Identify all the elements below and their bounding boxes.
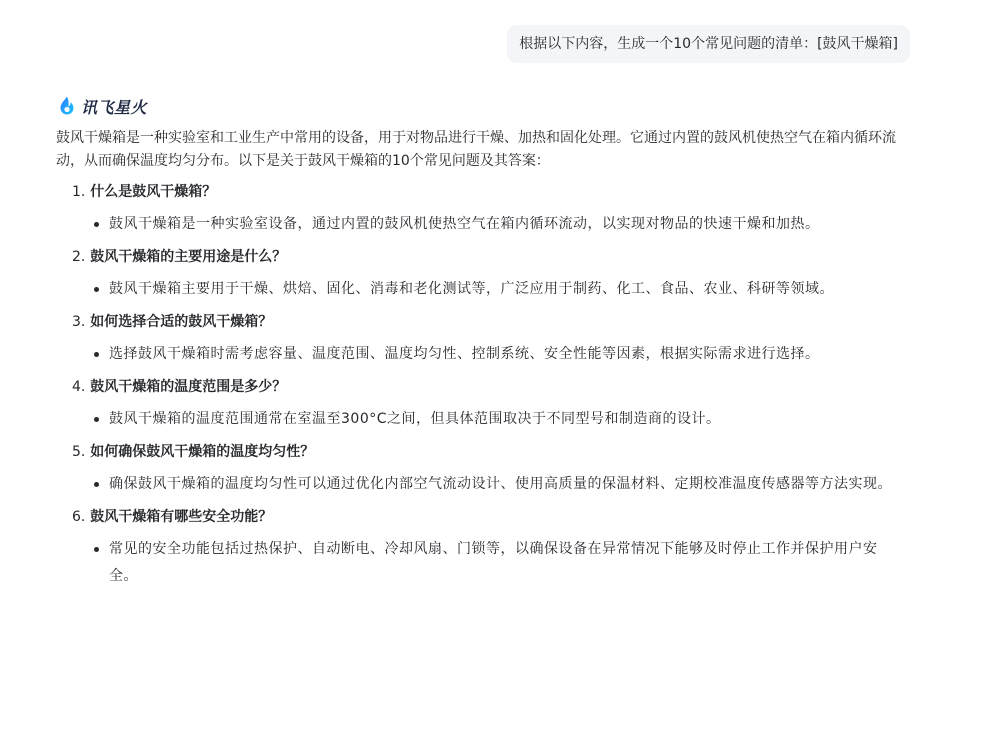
faq-answer-text: 确保鼓风干燥箱的温度均匀性可以通过优化内部空气流动设计、使用高质量的保温材料、定期校准温度传感器等方法实现。 <box>109 476 892 492</box>
faq-question-text: 如何确保鼓风干燥箱的温度均匀性？ <box>90 444 315 460</box>
faq-question-text: 如何选择合适的鼓风干燥箱？ <box>90 314 273 330</box>
faq-answer-list <box>56 211 916 238</box>
bullet-dot-icon <box>94 547 99 552</box>
faq-number: 4. <box>72 379 86 395</box>
bullet-dot-icon <box>94 417 99 422</box>
faq-item <box>56 311 916 368</box>
faq-answer-list <box>56 341 916 368</box>
spark-logo-icon <box>56 95 78 117</box>
faq-answer <box>109 406 899 433</box>
faq-number: 2. <box>72 249 86 265</box>
faq-answer-list <box>56 536 916 590</box>
faq-question <box>72 376 916 399</box>
bullet-dot-icon <box>94 222 99 227</box>
faq-question <box>72 506 916 529</box>
faq-answer <box>109 471 899 498</box>
faq-answer-text: 鼓风干燥箱主要用于干燥、烘焙、固化、消毒和老化测试等，广泛应用于制药、化工、食品、农业、科研等领域。 <box>109 281 834 297</box>
faq-answer <box>109 276 899 303</box>
faq-question-text: 鼓风干燥箱的主要用途是什么？ <box>90 249 287 265</box>
faq-answer-text: 选择鼓风干燥箱时需考虑容量、温度范围、温度均匀性、控制系统、安全性能等因素，根据实际需求进行选择。 <box>109 346 820 362</box>
faq-number: 5. <box>72 444 86 460</box>
brand-name: 讯飞星火 <box>81 97 148 117</box>
faq-question-text: 什么是鼓风干燥箱？ <box>90 184 217 200</box>
faq-number: 1. <box>72 184 86 200</box>
faq-question-text: 鼓风干燥箱有哪些安全功能？ <box>90 509 273 525</box>
assistant-brand <box>56 94 147 118</box>
faq-question <box>72 246 916 269</box>
bullet-dot-icon <box>94 482 99 487</box>
faq-item <box>56 441 916 498</box>
faq-answer-list <box>56 406 916 433</box>
faq-answer <box>109 211 899 238</box>
user-message-bubble <box>507 25 910 63</box>
faq-answer-list <box>56 276 916 303</box>
faq-answer-text: 常见的安全功能包括过热保护、自动断电、冷却风扇、门锁等，以确保设备在异常情况下能够及时停止工作并保护用户安全。 <box>109 541 878 584</box>
answer-intro: 鼓风干燥箱是一种实验室和工业生产中常用的设备，用于对物品进行干燥、加热和固化处理。它通过内置的鼓风机使热空气在箱内循环流动，从而确保温度均匀分布。以下是关于鼓风干燥箱的10个常见问题及其答案： <box>56 130 896 169</box>
faq-answer <box>109 536 899 590</box>
faq-number: 3. <box>72 314 86 330</box>
bullet-dot-icon <box>94 287 99 292</box>
assistant-answer <box>56 127 916 598</box>
faq-list <box>56 181 916 590</box>
faq-item <box>56 506 916 590</box>
user-message-text: 根据以下内容，生成一个10个常见问题的清单：[鼓风干燥箱] <box>519 36 898 52</box>
faq-answer-list <box>56 471 916 498</box>
faq-question <box>72 181 916 204</box>
faq-answer-text: 鼓风干燥箱的温度范围通常在室温至300°C之间，但具体范围取决于不同型号和制造商的设计。 <box>109 411 721 427</box>
faq-item <box>56 376 916 433</box>
faq-answer <box>109 341 899 368</box>
faq-answer-text: 鼓风干燥箱是一种实验室设备，通过内置的鼓风机使热空气在箱内循环流动，以实现对物品的快速干燥和加热。 <box>109 216 820 232</box>
faq-question <box>72 311 916 334</box>
faq-item <box>56 181 916 238</box>
faq-item <box>56 246 916 303</box>
faq-question-text: 鼓风干燥箱的温度范围是多少？ <box>90 379 287 395</box>
faq-question <box>72 441 916 464</box>
bullet-dot-icon <box>94 352 99 357</box>
faq-number: 6. <box>72 509 86 525</box>
